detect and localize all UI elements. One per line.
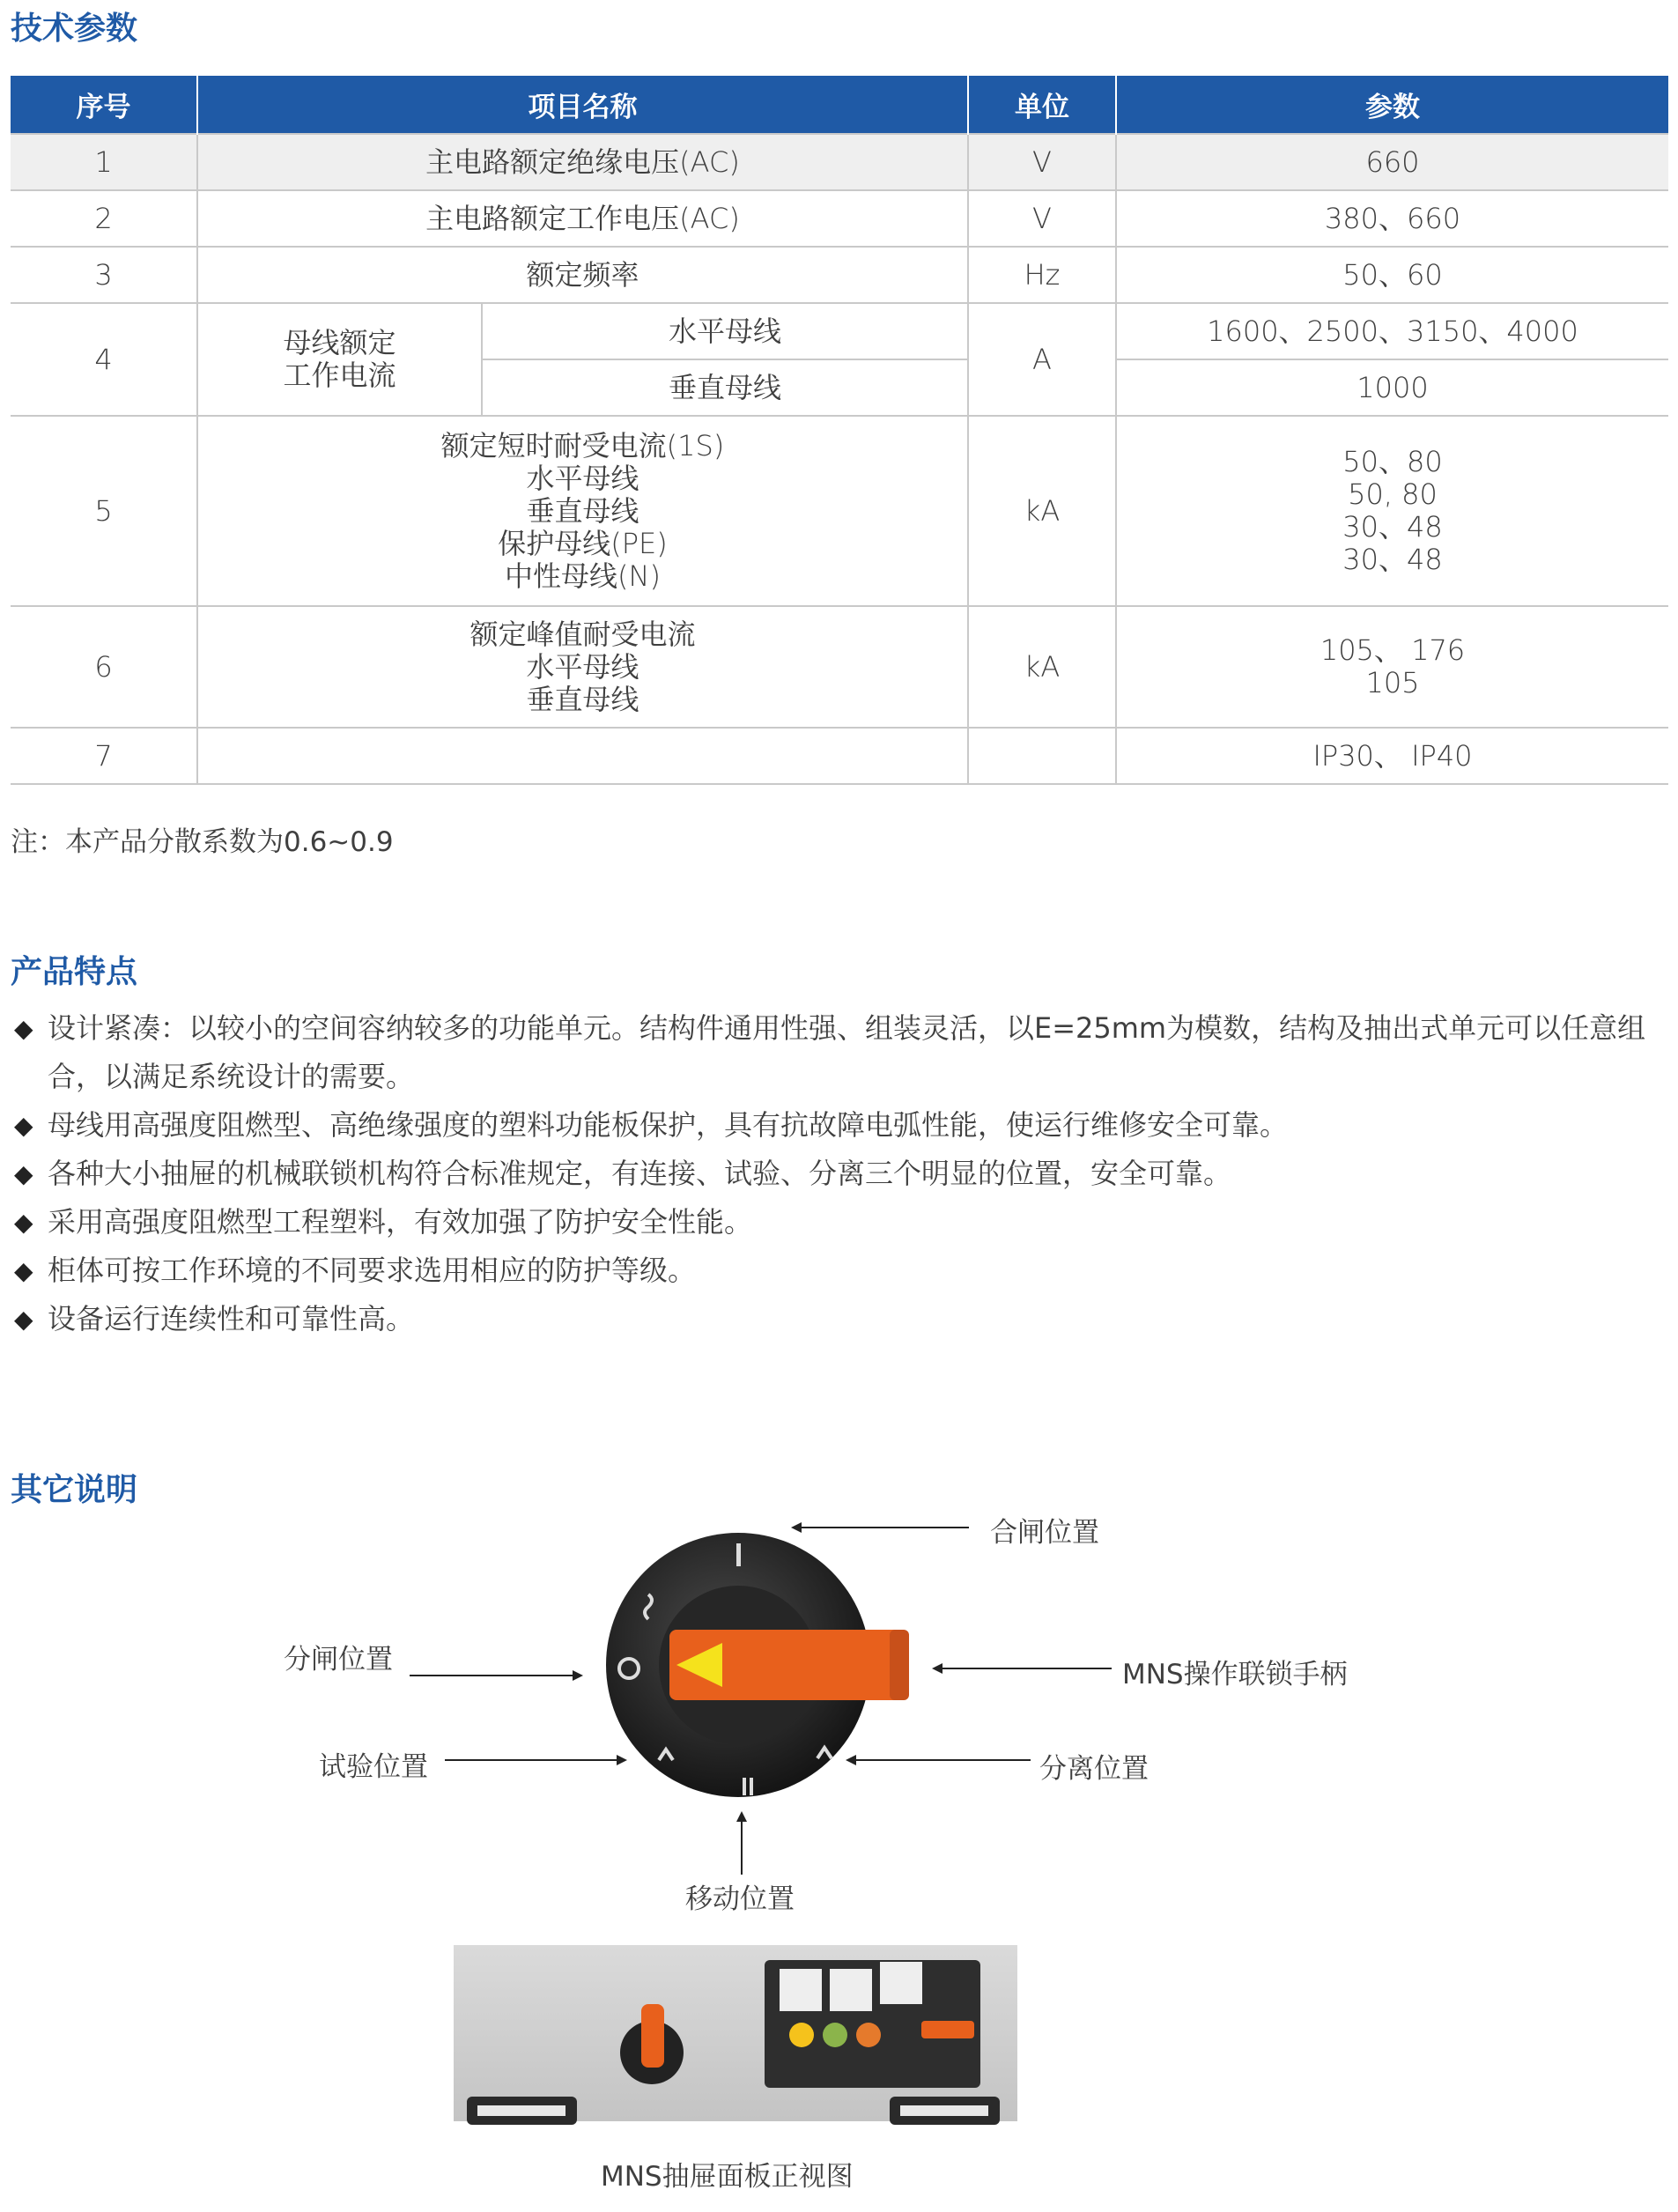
table-row bbox=[11, 247, 1668, 303]
header-unit: 单位 bbox=[968, 76, 1116, 134]
list-item bbox=[11, 1150, 1671, 1198]
cell-line: 30、48 bbox=[1342, 543, 1443, 576]
cell-line: 105、 176 bbox=[1319, 633, 1466, 667]
diamond-bullet-icon: ◆ bbox=[14, 1256, 33, 1285]
cell-value: 660 bbox=[1116, 134, 1668, 190]
section-title-tech-params: 技术参数 bbox=[11, 11, 138, 47]
label-close-position: 合闸位置 bbox=[990, 1517, 1099, 1549]
knob-icon bbox=[606, 1533, 909, 1797]
table-row bbox=[11, 190, 1668, 247]
cell-no: 1 bbox=[11, 134, 197, 190]
feature-text: 柜体可按工作环境的不同要求选用相应的防护等级。 bbox=[48, 1254, 697, 1287]
spec-table bbox=[11, 76, 1668, 785]
cell-no: 2 bbox=[11, 190, 197, 247]
cell-name: 额定频率 bbox=[197, 247, 968, 303]
cell-sub: 水平母线 bbox=[482, 303, 968, 359]
section-title-other: 其它说明 bbox=[11, 1472, 138, 1508]
list-item bbox=[11, 1295, 1671, 1343]
feature-text: 设计紧凑：以较小的空间容纳较多的功能单元。结构件通用性强、组装灵活，以E=25mm为模数，结构及抽出式单元可以任意组合，以满足系统设计的需要。 bbox=[48, 1011, 1646, 1093]
cell-line: 中性母线(N) bbox=[505, 559, 661, 593]
table-row bbox=[11, 303, 1668, 359]
diamond-bullet-icon: ◆ bbox=[14, 1208, 33, 1237]
cell-line: 垂直母线 bbox=[526, 493, 639, 528]
header-no: 序号 bbox=[11, 76, 197, 134]
diagram-caption: MNS抽屉面板正视图 bbox=[601, 2161, 854, 2193]
handle-diagram-svg bbox=[0, 1498, 1678, 2202]
cell-no: 4 bbox=[11, 303, 197, 416]
cell-no: 5 bbox=[11, 416, 197, 606]
list-item bbox=[11, 1247, 1671, 1295]
header-value: 参数 bbox=[1116, 76, 1668, 134]
cell-line: 105 bbox=[1365, 666, 1420, 699]
cell-value: 50、60 bbox=[1116, 247, 1668, 303]
table-row bbox=[11, 134, 1668, 190]
cell-unit: V bbox=[968, 134, 1116, 190]
cell-value bbox=[1116, 416, 1668, 606]
cell-name bbox=[197, 728, 968, 784]
cell-no: 3 bbox=[11, 247, 197, 303]
cell-line: 额定短时耐受电流(1S) bbox=[440, 428, 725, 462]
diamond-bullet-icon: ◆ bbox=[14, 1111, 33, 1140]
drawer-panel-image bbox=[454, 1945, 1017, 2125]
cell-line: 垂直母线 bbox=[526, 682, 639, 716]
cell-line: 30、48 bbox=[1342, 510, 1443, 544]
header-name: 项目名称 bbox=[197, 76, 968, 134]
label-move-position: 移动位置 bbox=[685, 1883, 795, 1915]
label-test-position: 试验位置 bbox=[319, 1751, 428, 1783]
table-row bbox=[11, 606, 1668, 728]
cell-unit bbox=[968, 728, 1116, 784]
cell-group: 母线额定 工作电流 bbox=[197, 303, 482, 416]
table-header-row bbox=[11, 76, 1668, 134]
cell-value: 1000 bbox=[1116, 359, 1668, 416]
cell-name bbox=[197, 606, 968, 728]
cell-line: 水平母线 bbox=[526, 461, 639, 495]
table-row bbox=[11, 416, 1668, 606]
cell-line: 水平母线 bbox=[526, 649, 639, 684]
handle-diagram bbox=[0, 1498, 1678, 2202]
feature-list bbox=[11, 1004, 1671, 1343]
feature-text: 各种大小抽屉的机械联锁机构符合标准规定，有连接、试验、分离三个明显的位置，安全可靠。 bbox=[48, 1157, 1232, 1190]
list-item bbox=[11, 1004, 1671, 1101]
cell-value: 380、660 bbox=[1116, 190, 1668, 247]
cell-value bbox=[1116, 606, 1668, 728]
list-item bbox=[11, 1101, 1671, 1150]
label-open-position: 分闸位置 bbox=[284, 1644, 393, 1676]
list-item bbox=[11, 1198, 1671, 1247]
cell-unit: kA bbox=[968, 416, 1116, 606]
feature-text: 采用高强度阻燃型工程塑料，有效加强了防护安全性能。 bbox=[48, 1205, 753, 1239]
cell-no: 7 bbox=[11, 728, 197, 784]
diamond-bullet-icon: ◆ bbox=[14, 1305, 33, 1334]
label-separate-position: 分离位置 bbox=[1039, 1753, 1149, 1785]
diamond-bullet-icon: ◆ bbox=[14, 1014, 33, 1043]
cell-name bbox=[197, 416, 968, 606]
cell-name: 主电路额定绝缘电压(AC) bbox=[197, 134, 968, 190]
cell-line: 50, 80 bbox=[1348, 477, 1438, 511]
cell-unit: A bbox=[968, 303, 1116, 416]
cell-sub: 垂直母线 bbox=[482, 359, 968, 416]
cell-line: 额定峰值耐受电流 bbox=[469, 617, 696, 651]
cell-no: 6 bbox=[11, 606, 197, 728]
cell-value: IP30、 IP40 bbox=[1116, 728, 1668, 784]
feature-text: 母线用高强度阻燃型、高绝缘强度的塑料功能板保护，具有抗故障电弧性能，使运行维修安全可靠。 bbox=[48, 1108, 1289, 1142]
cell-line: 保护母线(PE) bbox=[498, 526, 668, 560]
cell-value: 1600、2500、3150、4000 bbox=[1116, 303, 1668, 359]
feature-text: 设备运行连续性和可靠性高。 bbox=[48, 1302, 415, 1335]
cell-name: 主电路额定工作电压(AC) bbox=[197, 190, 968, 247]
label-handle: MNS操作联锁手柄 bbox=[1122, 1659, 1348, 1690]
cell-unit: Hz bbox=[968, 247, 1116, 303]
cell-line: 50、80 bbox=[1342, 445, 1443, 478]
section-title-features: 产品特点 bbox=[11, 954, 138, 990]
diamond-bullet-icon: ◆ bbox=[14, 1159, 33, 1188]
table-note: 注：本产品分散系数为0.6~0.9 bbox=[11, 826, 394, 858]
cell-unit: V bbox=[968, 190, 1116, 247]
cell-unit: kA bbox=[968, 606, 1116, 728]
table-row bbox=[11, 728, 1668, 784]
